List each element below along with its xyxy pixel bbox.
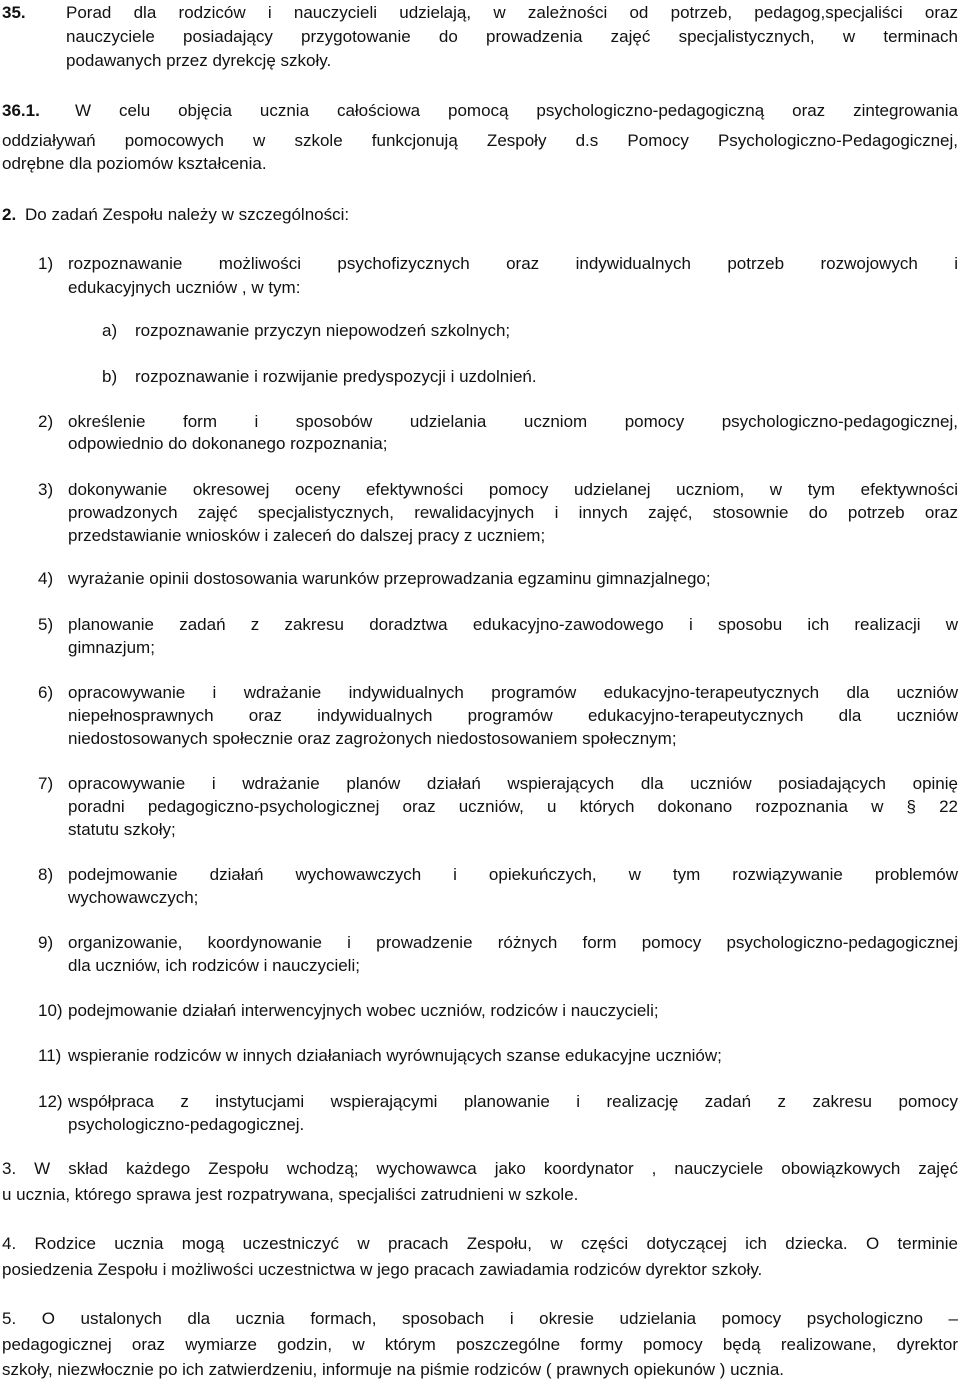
list-item-5-line-1: planowanie zadań z zakresu doradztwa edukacyjno-zawodowego i sposobu ich realizacji w <box>68 615 958 634</box>
paragraph-5-line-3: szkoły, niezwłocznie po ich zatwierdzeniu, informuje na piśmie rodziców ( prawnych opiekunów ) ucznia. <box>2 1360 785 1379</box>
list-item-6-line-2: niepełnosprawnych oraz indywidualnych programów edukacyjno-terapeutycznych dla uczniów <box>68 706 958 725</box>
paragraph-3-line-1: 3. W skład każdego Zespołu wchodzą; wychowawca jako koordynator , nauczyciele obowiązkowych zajęć <box>2 1159 958 1178</box>
list-item-6-line-1: opracowywanie i wdrażanie indywidualnych programów edukacyjno-terapeutycznych dla uczniów <box>68 683 958 702</box>
list-item-8-line-1: podejmowanie działań wychowawczych i opiekuńczych, w tym rozwiązywanie problemów <box>68 865 958 884</box>
list-item-3-number: 3) <box>38 480 54 499</box>
paragraph-4-line-2: posiedzenia Zespołu i możliwości uczestnictwa w jego pracach zawiadamia rodziców dyrektor szkoły. <box>2 1260 763 1279</box>
list-item-12-line-1: współpraca z instytucjami wspierającymi planowanie i realizację zadań z zakresu pomocy <box>68 1092 958 1111</box>
section-35-line-3: podawanych przez dyrekcję szkoły. <box>66 51 332 70</box>
list-item-6-line-3: niedostosowanych społecznie oraz zagrożonych niedostosowaniem społecznym; <box>68 729 677 748</box>
list-item-2-line-2: odpowiednio do dokonanego rozpoznania; <box>68 434 388 453</box>
list-item-11-number: 11) <box>38 1046 62 1065</box>
section-36-line-3: odrębne dla poziomów kształcenia. <box>2 154 267 173</box>
list-item-3-line-3: przedstawianie wniosków i zaleceń do dalszej pracy z uczniem; <box>68 526 546 545</box>
list-item-10-number: 10) <box>38 1001 63 1020</box>
list-item-12-number: 12) <box>38 1092 63 1111</box>
list-item-9-line-1: organizowanie, koordynowanie i prowadzenie różnych form pomocy psychologiczno-pedagogicznej <box>68 933 958 952</box>
paragraph-4-line-1: 4. Rodzice ucznia mogą uczestniczyć w pracach Zespołu, w części dotyczącej ich dziecka. O terminie <box>2 1234 958 1253</box>
list-item-9-number: 9) <box>38 933 54 952</box>
list-item-7-line-2: poradni pedagogiczno-psychologicznej oraz uczniów, u których dokonano rozpoznania w § 22 <box>68 797 958 816</box>
list-item-8-line-2: wychowawczych; <box>68 888 199 907</box>
list-item-3-line-1: dokonywanie okresowej oceny efektywności pomocy udzielanej uczniom, w tym efektywności <box>68 480 958 499</box>
list-item-12-line-2: psychologiczno-pedagogicznej. <box>68 1115 305 1134</box>
list-item-1-line-2: edukacyjnych uczniów , w tym: <box>68 278 301 297</box>
section-number-35: 35. <box>2 3 26 22</box>
section-36-line-2: oddziaływań pomocowych w szkole funkcjonują Zespoły d.s Pomocy Psychologiczno-Pedagogicznej, <box>2 131 958 150</box>
paragraph-3-line-2: u ucznia, którego sprawa jest rozpatrywana, specjaliści zatrudnieni w szkole. <box>2 1185 579 1204</box>
sub-item-a-text: rozpoznawanie przyczyn niepowodzeń szkolnych; <box>135 321 511 340</box>
sub-item-b-text: rozpoznawanie i rozwijanie predyspozycji i uzdolnień. <box>135 367 537 386</box>
paragraph-5-line-2: pedagogicznej oraz wymiarze godzin, w którym poszczególne formy pomocy będą realizowane, dyrektor <box>2 1335 958 1354</box>
list-item-11-line-1: wspieranie rodziców w innych działaniach wyrównujących szanse edukacyjne uczniów; <box>68 1046 722 1065</box>
section-35-line-1: Porad dla rodziców i nauczycieli udzielają, w zależności od potrzeb, pedagog,specjaliści oraz <box>66 3 958 22</box>
section-36-line-1: W celu objęcia ucznia całościowa pomocą psychologiczno-pedagogiczną oraz zintegrowania <box>75 101 958 120</box>
paragraph-2-heading: Do zadań Zespołu należy w szczególności: <box>25 205 350 224</box>
list-item-1-line-1: rozpoznawanie możliwości psychofizycznych oraz indywidualnych potrzeb rozwojowych i <box>68 254 958 273</box>
list-item-10-line-1: podejmowanie działań interwencyjnych wobec uczniów, rodziców i nauczycieli; <box>68 1001 659 1020</box>
sub-item-b-number: b) <box>102 367 118 386</box>
list-item-6-number: 6) <box>38 683 54 702</box>
list-item-2-line-1: określenie form i sposobów udzielania uczniom pomocy psychologiczno-pedagogicznej, <box>68 412 958 431</box>
list-item-7-number: 7) <box>38 774 54 793</box>
paragraph-2-number: 2. <box>2 205 17 224</box>
list-item-7-line-1: opracowywanie i wdrażanie planów działań wspierających dla uczniów posiadających opinię <box>68 774 958 793</box>
list-item-3-line-2: prowadzonych zajęć specjalistycznych, rewalidacyjnych i innych zajęć, stosownie do potrzeb oraz <box>68 503 958 522</box>
list-item-2-number: 2) <box>38 412 54 431</box>
list-item-5-line-2: gimnazjum; <box>68 638 155 657</box>
sub-item-a-number: a) <box>102 321 118 340</box>
list-item-5-number: 5) <box>38 615 54 634</box>
list-item-4-line-1: wyrażanie opinii dostosowania warunków przeprowadzania egzaminu gimnazjalnego; <box>68 569 711 588</box>
list-item-9-line-2: dla uczniów, ich rodziców i nauczycieli; <box>68 956 360 975</box>
section-35-line-2: nauczyciele posiadający przygotowanie do prowadzenia zajęć specjalistycznych, w terminach <box>66 27 958 46</box>
section-number-36-1: 36.1. <box>2 101 40 120</box>
list-item-8-number: 8) <box>38 865 54 884</box>
list-item-1-number: 1) <box>38 254 54 273</box>
paragraph-5-line-1: 5. O ustalonych dla ucznia formach, sposobach i okresie udzielania pomocy psychologiczno – <box>2 1309 958 1328</box>
list-item-7-line-3: statutu szkoły; <box>68 820 176 839</box>
list-item-4-number: 4) <box>38 569 54 588</box>
